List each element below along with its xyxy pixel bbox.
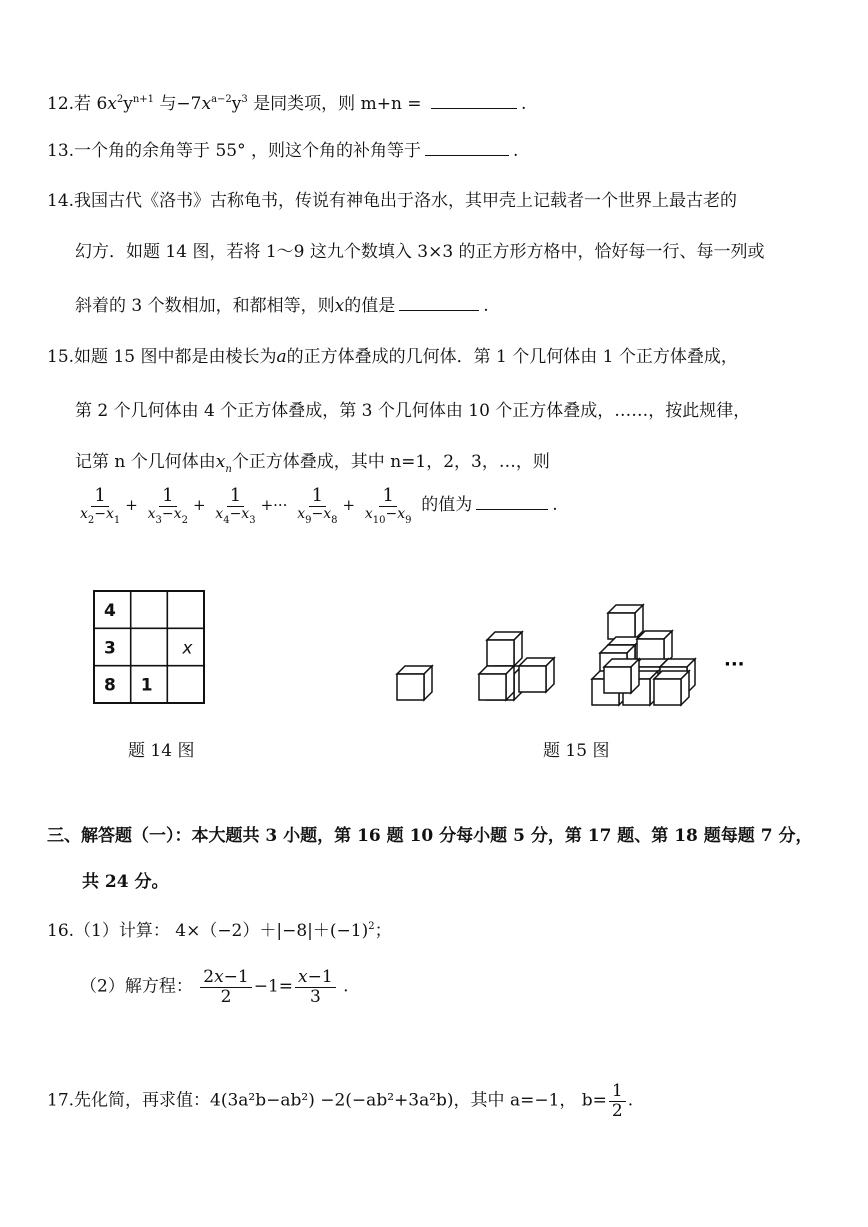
figure-15-caption: 题 15 图 (543, 741, 610, 761)
ellipsis: ··· (724, 654, 745, 675)
fraction: $\frac{1}{x_4-x_3}$ (215, 485, 256, 526)
fraction: $\frac{1}{x_{10}-x_9}$ (364, 485, 412, 526)
question-15-formula: $\frac{1}{x_2-x_1}$ + $\frac{1}{x_3-x_2}$ + $\frac{1}{x_4-x_3}$ +··· $\frac{1}{x_9-x_8}$ + $\frac{1}{x_{10}-x_9}$ 的值为 . (75, 486, 558, 526)
q12-prefix: 12.若 6 (47, 94, 108, 114)
answer-blank (425, 154, 509, 156)
question-15-line3: 记第 n 个几何体由$x_n$个正方体叠成，其中 n=1，2，3，…，则 (75, 452, 550, 475)
figure-14-caption: 题 14 图 (128, 741, 195, 761)
question-16-part1: 16.（1）计算： $4\times(-2)+|-8|+(-1)^2$； (47, 921, 392, 941)
cube-icon (397, 666, 432, 700)
fraction: $\frac{1}{x_2-x_1}$ (80, 485, 121, 526)
fraction: $\frac{1}{x_3-x_2}$ (147, 485, 188, 526)
question-13: 13.一个角的余角等于 55° ，则这个角的补角等于 . (47, 141, 519, 161)
grid-cell-value: 3 (104, 638, 116, 659)
cube-icon (487, 632, 522, 666)
cube-icon (519, 658, 554, 692)
fraction: $\frac{x-1}{3}$ (295, 968, 336, 1006)
cube-icon (608, 605, 643, 639)
section-3-heading: 三、解答题（一）：本大题共 3 小题，第 16 题 10 分每小题 5 分，第 17 题、第 18 题每题 7 分， (47, 826, 813, 846)
magic-square-figure (92, 589, 208, 707)
q12-mid: 与−7 (159, 94, 202, 114)
fraction: $\frac{2x-1}{2}$ (200, 968, 251, 1006)
answer-blank (399, 309, 479, 311)
fraction: $\frac{1}{x_9-x_8}$ (297, 485, 338, 526)
question-15-line2: 第 2 个几何体由 4 个正方体叠成，第 3 个几何体由 10 个正方体叠成，……，按此规律， (75, 401, 751, 421)
question-12: 12.若 $6x^2y^{n+1}$ 与$-7x^{a-2}y^3$ 是同类项，则 m+n = . (47, 94, 527, 114)
grid-cell-value: 1 (140, 675, 153, 696)
cube-icon (604, 659, 639, 693)
grid-cell-value: x (182, 638, 193, 659)
question-17: 17.先化简，再求值：4(3a²b−ab²) −2(−ab²+3a²b)，其中 a=−1， b= $\frac{1}{2}$ . (47, 1081, 634, 1121)
q13-text: 13.一个角的余角等于 55° ，则这个角的补角等于 (47, 141, 421, 161)
grid-cell-value: 4 (104, 601, 116, 621)
fraction: $\frac{1}{2}$ (609, 1082, 626, 1120)
cube-icon (654, 671, 689, 705)
cube-stacks-figure (392, 600, 762, 715)
question-14-line3: 斜着的 3 个数相加，和都相等，则x的值是 . (75, 296, 489, 316)
q12-suffix: 是同类项，则 m+n = (253, 94, 422, 114)
cube-icon (479, 666, 514, 700)
grid-cell-value: 8 (104, 675, 116, 696)
section-3-heading-cont: 共 24 分。 (82, 872, 169, 892)
question-14-line2: 幻方．如题 14 图，若将 1～9 这九个数填入 3×3 的正方形方格中，恰好每一行、每一列或 (75, 242, 765, 262)
answer-blank (431, 107, 517, 109)
question-14-line1: 14.我国古代《洛书》古称龟书，传说有神龟出于洛水，其甲壳上记载者一个世界上最古老的 (47, 191, 738, 211)
answer-blank (476, 508, 548, 510)
question-15-line1: 15.如题 15 图中都是由棱长为a的正方体叠成的几何体．第 1 个几何体由 1 个正方体叠成， (47, 347, 738, 367)
question-16-part2: （2）解方程： $\frac{2x-1}{2}$ −1= $\frac{x-1}{3}$ . (80, 967, 349, 1007)
